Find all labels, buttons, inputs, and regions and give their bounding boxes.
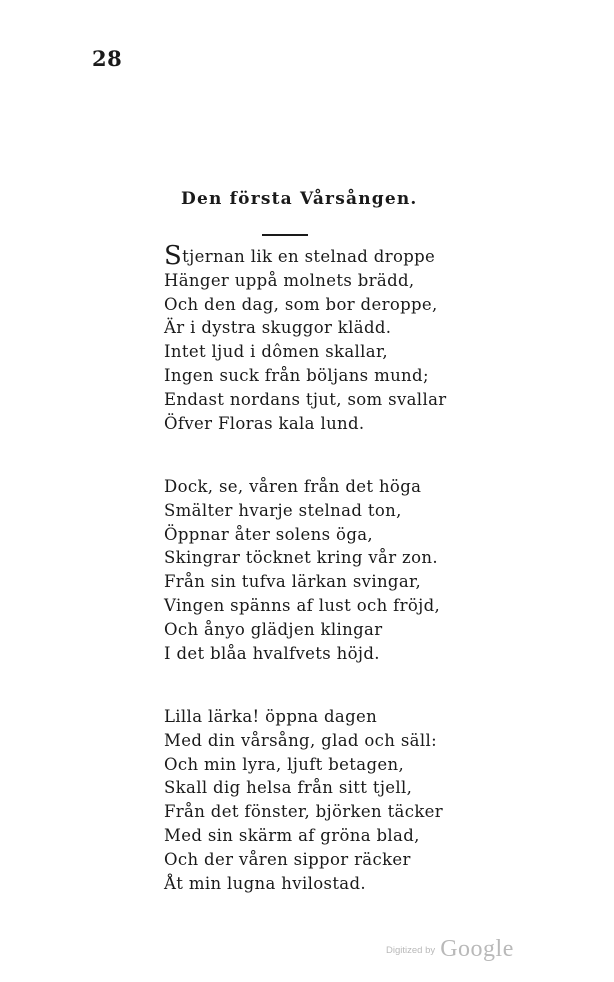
page-number: 28	[92, 46, 123, 71]
poem-line: Och den dag, som bor deroppe,	[164, 294, 438, 314]
stanza-3	[164, 705, 443, 895]
poem-line: Och der våren sippor räcker	[164, 849, 411, 869]
stanza-2	[164, 475, 440, 665]
poem-line: Vingen spänns af lust och fröjd,	[164, 595, 441, 615]
title-divider	[262, 234, 308, 236]
poem-line: Öfver Floras kala lund.	[164, 413, 365, 433]
poem-line: Från sin tufva lärkan svingar,	[164, 572, 422, 592]
poem-line: Ingen suck från böljans mund;	[164, 365, 429, 385]
digitization-watermark	[386, 936, 514, 963]
poem-line: Öppnar åter solens öga,	[164, 524, 374, 544]
poem-line: Är i dystra skuggor klädd.	[164, 318, 392, 338]
watermark-brand: Google	[440, 936, 514, 962]
poem-line-text: tjernan lik en stelnad droppe	[182, 247, 436, 266]
poem-line: Skall dig helsa från sitt tjell,	[164, 778, 413, 798]
poem-line: Intet ljud i dômen skallar,	[164, 342, 389, 362]
poem-line: Endast nordans tjut, som svallar	[164, 389, 447, 409]
initial-letter: S	[164, 241, 183, 271]
poem-line: Med sin skärm af gröna blad,	[164, 825, 420, 845]
poem-line: Och min lyra, ljuft betagen,	[164, 754, 405, 774]
stanza-1	[164, 241, 447, 435]
poem-line: Och ånyo glädjen klingar	[164, 619, 383, 639]
poem-line	[164, 241, 447, 271]
poem-line: Med din vårsång, glad och säll:	[164, 730, 438, 750]
poem-line: Åt min lugna hvilostad.	[164, 873, 366, 893]
poem-line: Från det fönster, björken täcker	[164, 802, 444, 822]
poem-line: Dock, se, våren från det höga	[164, 477, 422, 496]
poem-line: Skingrar töcknet kring vår zon.	[164, 548, 438, 568]
watermark-prefix: Digitized by	[386, 945, 436, 956]
poem-line: Smälter hvarje stelnad ton,	[164, 500, 402, 520]
poem-line: Lilla lärka! öppna dagen	[164, 707, 378, 726]
poem-line: Hänger uppå molnets brädd,	[164, 270, 415, 290]
poem-title: Den första Vårsången.	[181, 189, 418, 209]
poem-line: I det blåa hvalfvets höjd.	[164, 643, 380, 663]
